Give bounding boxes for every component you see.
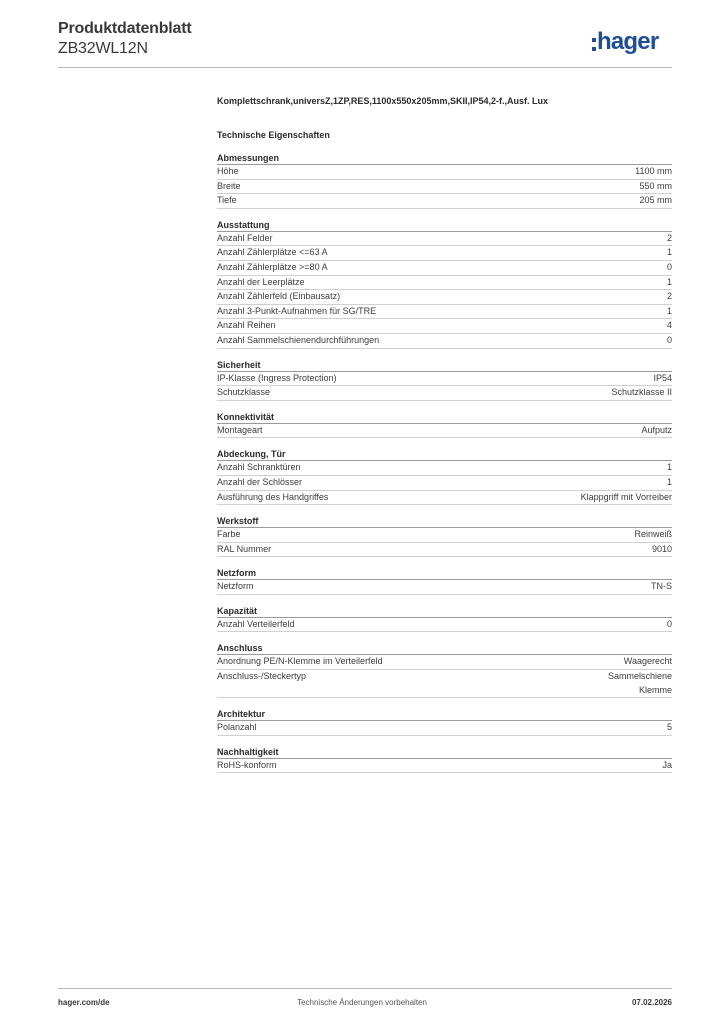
property-row <box>217 232 672 247</box>
property-value: Waagerecht <box>623 656 672 667</box>
property-row <box>217 372 672 387</box>
property-value: 0 <box>666 618 672 629</box>
property-row <box>217 424 672 439</box>
property-value: 1 <box>666 305 672 316</box>
property-label: Anzahl Verteilerfeld <box>217 618 295 629</box>
property-label: Anzahl der Schlösser <box>217 476 303 487</box>
property-row <box>217 528 672 543</box>
property-row <box>217 580 672 595</box>
product-code: ZB32WL12N <box>58 40 148 57</box>
property-label: Tiefe <box>217 195 237 206</box>
property-row <box>217 721 672 736</box>
property-value: Aufputz <box>641 424 672 435</box>
property-row <box>217 491 672 506</box>
property-label: Anschluss-/Steckertyp <box>217 671 307 682</box>
section <box>217 448 672 505</box>
property-value: 1 <box>666 462 672 473</box>
section <box>217 746 672 774</box>
logo-dots-icon <box>592 38 596 51</box>
property-label: RoHS-konform <box>217 759 277 770</box>
property-value: 0 <box>666 334 672 345</box>
property-value: 0 <box>666 261 672 272</box>
section-heading: Werkstoff <box>217 515 672 528</box>
footer-divider <box>58 988 672 989</box>
property-value: 5 <box>666 722 672 733</box>
hager-logo <box>592 27 658 57</box>
property-label: Breite <box>217 180 241 191</box>
property-value: Schutzklasse II <box>611 387 672 398</box>
section <box>217 152 672 209</box>
property-label: Polanzahl <box>217 722 257 733</box>
section-heading: Konnektivität <box>217 411 672 424</box>
header-divider <box>58 67 672 68</box>
property-value: Klappgriff mit Vorreiber <box>580 491 672 502</box>
section <box>217 605 672 633</box>
property-value: 1 <box>666 476 672 487</box>
property-label: Höhe <box>217 166 239 176</box>
section-heading: Kapazität <box>217 605 672 618</box>
section <box>217 359 672 401</box>
property-row <box>217 334 672 349</box>
property-label: Schutzklasse <box>217 387 271 398</box>
property-row <box>217 386 672 401</box>
product-description: Komplettschrank,universZ,1ZP,RES,1100x550x205mm,SKII,IP54,2-f.,Ausf. Lux <box>217 96 548 106</box>
section-heading: Netzform <box>217 567 672 580</box>
main-content <box>217 95 672 773</box>
section-heading: Architektur <box>217 708 672 721</box>
property-value: 9010 <box>651 543 672 554</box>
property-row <box>217 655 672 670</box>
section-heading: Abdeckung, Tür <box>217 448 672 461</box>
property-label: Montageart <box>217 424 263 435</box>
footer-website: hager.com/de <box>58 998 110 1007</box>
technical-properties-heading: Technische Eigenschaften <box>217 130 330 140</box>
section <box>217 567 672 595</box>
property-label: Anzahl Felder <box>217 232 273 243</box>
property-label: Netzform <box>217 581 254 592</box>
property-label: Anzahl der Leerplätze <box>217 276 305 287</box>
property-value: 1100 mm <box>635 166 672 176</box>
property-label: RAL Nummer <box>217 543 272 554</box>
property-label: Anzahl Zählerplätze >=80 A <box>217 261 328 272</box>
property-sections <box>217 152 672 773</box>
property-row <box>217 670 672 698</box>
property-value: Ja <box>662 759 672 770</box>
property-value: Reinweiß <box>634 529 672 540</box>
property-label: IP-Klasse (Ingress Protection) <box>217 372 337 383</box>
footer-date: 07.02.2026 <box>631 998 672 1007</box>
property-value: 2 <box>666 232 672 243</box>
property-row <box>217 261 672 276</box>
property-label: Anzahl Zählerfeld (Einbausatz) <box>217 291 341 302</box>
section <box>217 219 672 349</box>
property-row <box>217 276 672 291</box>
property-row <box>217 461 672 476</box>
property-value: 550 mm <box>639 180 672 191</box>
property-label: Anzahl Schranktüren <box>217 462 301 473</box>
property-label: Anzahl Zählerplätze <=63 A <box>217 247 328 258</box>
property-label: Anzahl 3-Punkt-Aufnahmen für SG/TRE <box>217 305 377 316</box>
property-value: 2 <box>666 291 672 302</box>
logo-text: hager <box>597 28 659 55</box>
section <box>217 411 672 439</box>
section <box>217 642 672 698</box>
footer-notice: Technische Änderungen vorbehalten <box>297 998 427 1007</box>
section-heading: Abmessungen <box>217 152 672 165</box>
section <box>217 708 672 736</box>
property-label: Anordnung PE/N-Klemme im Verteilerfeld <box>217 656 383 667</box>
property-row <box>217 180 672 195</box>
property-row <box>217 618 672 633</box>
property-row <box>217 165 672 180</box>
property-value: 4 <box>666 320 672 331</box>
property-row <box>217 194 672 209</box>
property-row <box>217 290 672 305</box>
section-heading: Sicherheit <box>217 359 672 372</box>
property-value: Sammelschiene Klemme <box>607 671 672 695</box>
property-label: Farbe <box>217 529 241 540</box>
property-row <box>217 759 672 774</box>
section <box>217 515 672 557</box>
property-label: Ausführung des Handgriffes <box>217 491 329 502</box>
section-heading: Anschluss <box>217 642 672 655</box>
property-row <box>217 319 672 334</box>
property-value: 205 mm <box>639 195 672 206</box>
section-heading: Nachhaltigkeit <box>217 746 672 759</box>
document-title: Produktdatenblatt <box>58 20 192 37</box>
property-row <box>217 246 672 261</box>
property-value: IP54 <box>653 372 672 383</box>
property-value: TN-S <box>651 581 672 592</box>
property-label: Anzahl Sammelschienendurchführungen <box>217 334 380 345</box>
property-row <box>217 543 672 558</box>
property-row <box>217 305 672 320</box>
property-label: Anzahl Reihen <box>217 320 276 331</box>
section-heading: Ausstattung <box>217 219 672 232</box>
property-row <box>217 476 672 491</box>
property-value: 1 <box>666 276 672 287</box>
property-value: 1 <box>666 247 672 258</box>
